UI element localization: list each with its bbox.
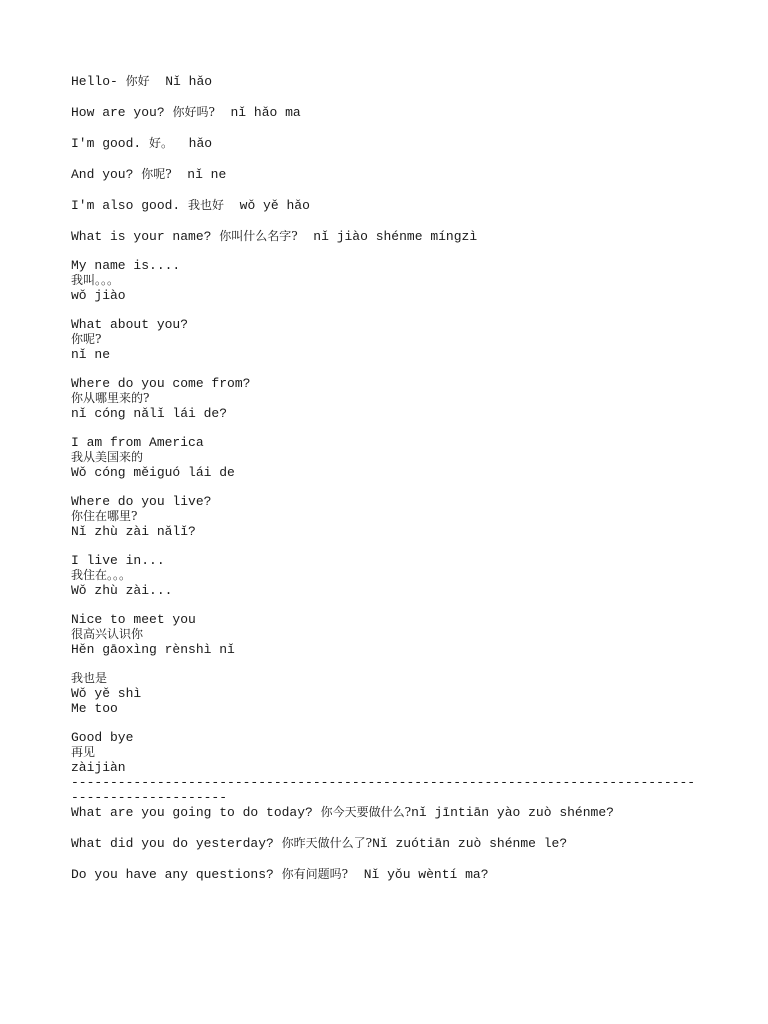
pinyin-text: Nǐ zuótiān zuò shénme le?: [372, 836, 568, 851]
block-line-1: 我也是: [71, 671, 108, 685]
block-line-3: Wǒ zhù zài...: [71, 583, 173, 598]
phrase-line: [71, 167, 711, 182]
block-line-3: Hěn gāoxìng rènshì nǐ: [71, 642, 235, 657]
block-line-2: Wǒ yě shì: [71, 686, 142, 701]
english-text: Hello-: [71, 74, 118, 89]
english-text: What are you going to do today?: [71, 805, 313, 820]
block-line-1: Where do you live?: [71, 494, 212, 509]
block-line-1: I am from America: [71, 435, 204, 450]
english-text: What did you do yesterday?: [71, 836, 274, 851]
pinyin-text: wǒ yě hǎo: [239, 198, 310, 213]
block-line-3: nǐ ne: [71, 347, 111, 362]
english-text: How are you?: [71, 105, 165, 120]
block-line-1: Nice to meet you: [71, 612, 196, 627]
pinyin-text: Nǐ yǒu wèntí ma?: [363, 867, 489, 882]
block-line-1: What about you?: [71, 317, 189, 332]
chinese-text: 好。: [149, 136, 174, 150]
block-line-1: My name is....: [71, 258, 181, 273]
chinese-text: 你有问题吗?: [281, 867, 349, 881]
pinyin-text: hǎo: [188, 136, 213, 151]
phrase-line: [71, 136, 711, 151]
block-line-3: zàijiàn: [71, 760, 126, 775]
chinese-text: 你好吗?: [172, 105, 215, 119]
block-line-1: Good bye: [71, 730, 134, 745]
chinese-text: 你昨天做什么了?: [281, 836, 373, 850]
pinyin-text: nǐ jīntiān yào zuò shénme?: [411, 805, 614, 820]
block-line-3: Wǒ cóng měiguó lái de: [71, 465, 235, 480]
english-text: What is your name?: [71, 229, 212, 244]
block-line-3: wǒ jiào: [71, 288, 126, 303]
chinese-text: 你叫什么名字?: [219, 229, 298, 243]
phrase-line: [71, 74, 711, 89]
phrase-line: [71, 836, 711, 851]
block-line-1: I live in...: [71, 553, 165, 568]
pinyin-text: nǐ hǎo ma: [230, 105, 301, 120]
english-text: Do you have any questions?: [71, 867, 274, 882]
block-line-2: 再见: [71, 745, 96, 759]
phrase-line: [71, 867, 711, 882]
phrase-line: [71, 805, 711, 820]
pinyin-text: Nǐ hǎo: [165, 74, 213, 89]
block-line-2: 你呢?: [71, 332, 102, 346]
pinyin-text: nǐ ne: [187, 167, 227, 182]
phrase-line: [71, 229, 711, 244]
phrase-document: [71, 74, 711, 882]
block-line-2: 很高兴认识你: [71, 627, 144, 641]
chinese-text: 你好: [125, 74, 150, 88]
english-text: I'm good.: [71, 136, 142, 151]
english-text: I'm also good.: [71, 198, 181, 213]
pinyin-text: nǐ jiào shénme míngzì: [313, 229, 478, 244]
phrase-line: [71, 198, 711, 213]
block-line-3: Nǐ zhù zài nǎlǐ?: [71, 524, 196, 539]
block-line-2: 我叫。。。: [71, 273, 120, 287]
block-line-2: 你从哪里来的?: [71, 391, 150, 405]
dashed-separator: ----------------------------------------------------------------------------------------------------: [71, 775, 696, 805]
block-line-2: 我从美国来的: [71, 450, 144, 464]
chinese-text: 你呢?: [141, 167, 172, 181]
block-line-3: nǐ cóng nǎlǐ lái de?: [71, 406, 228, 421]
chinese-text: 我也好: [188, 198, 225, 212]
phrase-line: [71, 105, 711, 120]
block-line-2: 你住在哪里?: [71, 509, 138, 523]
english-text: And you?: [71, 167, 134, 182]
block-line-2: 我住在。。。: [71, 568, 132, 582]
block-line-1: Where do you come from?: [71, 376, 251, 391]
block-line-3: Me too: [71, 701, 118, 716]
chinese-text: 你今天要做什么?: [320, 805, 412, 819]
